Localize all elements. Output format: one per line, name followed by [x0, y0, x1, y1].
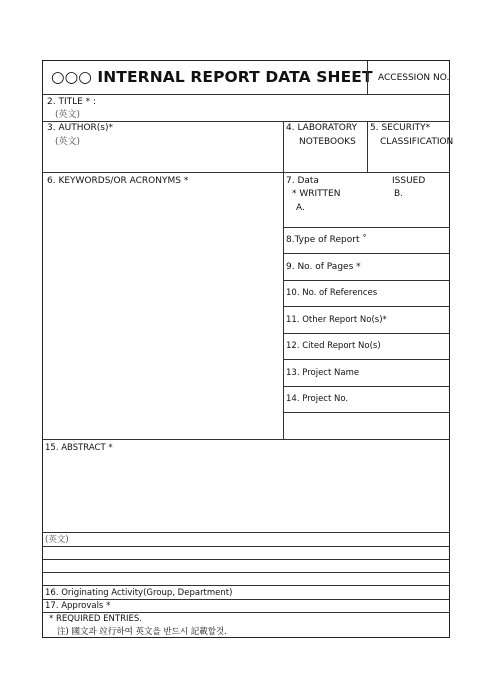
type-report-label: 8.Type of Report ˚: [286, 235, 367, 245]
abstract-field-label: 15. ABSTRACT *: [45, 443, 113, 453]
other-report-label: 11. Other Report No(s)*: [286, 315, 387, 325]
abstract-field-note: (英文): [45, 535, 69, 545]
divider: [43, 439, 449, 440]
data-written-label: * WRITTEN: [292, 189, 341, 199]
divider: [43, 585, 449, 586]
accession-label: ACCESSION NO.: [378, 73, 450, 83]
divider: [283, 280, 449, 281]
title-field-label: 2. TITLE * :: [47, 97, 97, 107]
divider: [283, 386, 449, 387]
title-field-note: (英文): [55, 110, 81, 120]
project-name-label: 13. Project Name: [286, 368, 360, 378]
lab-field-label: 4. LABORATORY: [286, 123, 358, 133]
keywords-field-label: 6. KEYWORDS/OR ACRONYMS *: [47, 176, 189, 186]
divider: [43, 559, 449, 560]
divider: [43, 572, 449, 573]
divider: [283, 333, 449, 334]
pages-label: 9. No. of Pages *: [286, 262, 361, 272]
divider: [283, 253, 449, 254]
references-label: 10. No. of References: [286, 288, 378, 298]
security-field-label-2: CLASSIFICATION: [380, 137, 454, 147]
cited-report-label: 12. Cited Report No(s): [286, 341, 381, 351]
divider: [283, 227, 449, 228]
divider: [43, 94, 449, 95]
divider: [43, 172, 449, 173]
divider: [43, 546, 449, 547]
divider: [367, 121, 368, 172]
project-no-label: 14. Project No.: [286, 394, 349, 404]
data-a-label: A.: [296, 203, 305, 213]
originating-activity-label: 16. Originating Activity(Group, Department): [45, 588, 233, 598]
divider: [283, 412, 449, 413]
required-entries-note: * REQUIRED ENTRIES.: [49, 614, 142, 624]
data-field-label: 7. Data: [286, 176, 319, 186]
lab-field-label-2: NOTEBOOKS: [299, 137, 356, 147]
author-field-label: 3. AUTHOR(s)*: [47, 123, 114, 133]
data-issued-label: ISSUED: [392, 176, 426, 186]
divider: [43, 532, 449, 533]
security-field-label: 5. SECURITY*: [370, 123, 431, 133]
divider: [283, 359, 449, 360]
report-data-sheet: [42, 60, 454, 638]
divider: [283, 306, 449, 307]
divider: [367, 61, 368, 94]
data-b-label: B.: [394, 189, 404, 199]
page-title: ○○○ INTERNAL REPORT DATA SHEET: [51, 68, 373, 86]
approvals-label: 17. Approvals *: [45, 601, 111, 611]
bilingual-entry-note: 注) 國文과 竝行하여 英文을 반드시 記載할것.: [57, 627, 227, 637]
author-field-note: (英文): [55, 137, 81, 147]
